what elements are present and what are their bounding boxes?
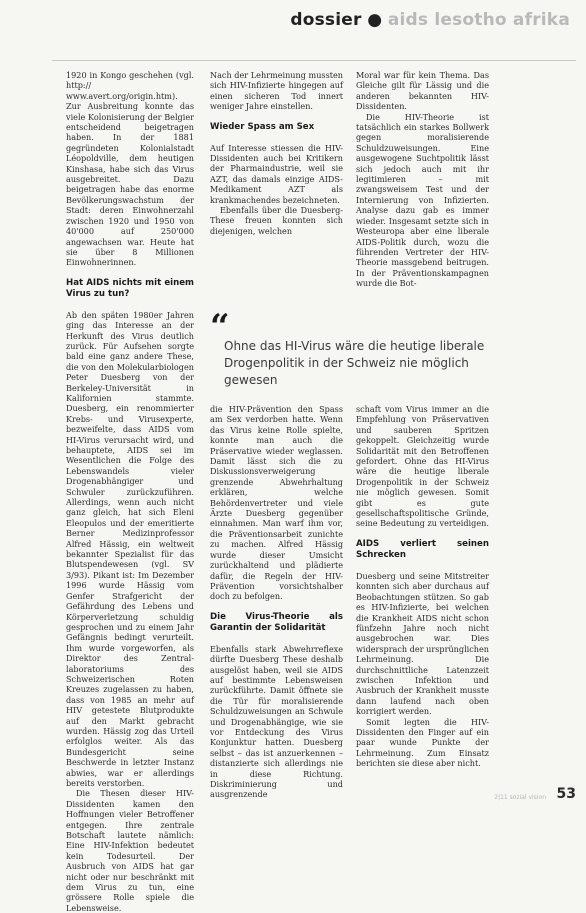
column-1 [66,70,194,913]
paragraph: Ebenfalls stark Abwehrreflexe dürfte Duesberg These deshalb ausgelöst haben, weil sie AIDS auf bestimmte Lebensweisen zurückführte. Damit öffnete sie die Tür für moralisierende Schuldzuweisungen an Schwule und Drogenabhängige, wie sie vor Entdeckung des Virus Konjunktur hatten. Duesberg selbst – das ist anzuerkennen – distanzierte sich allerdings nie in diese Richtung. Diskriminierung und ausgrenzende [210,643,343,800]
column-2-bottom [210,404,343,804]
paragraph: Die HIV-Theorie ist tatsächlich ein starkes Bollwerk gegen moralisierende Schuldzuweisungen. Eine ausgewogene Suchtpolitik lässt sich jedoch auch mit ihr legitimieren – mit zwangsweisem Test und der Internierung von Infizierten. Analyse dazu gab es immer wieder. Insgesamt setzte sich in Westeuropa aber eine liberale AIDS-Politik durch, wozu die führenden Vertreter der HIV-Theorie massgebend beitrugen. In der Präventionskampagnen wurde die Bot- [356,111,489,289]
paragraph: Die Thesen dieser HIV-Dissidenten kamen den Hoffnungen vieler Betroffener entgegen. Ihre zentrale Botschaft lautete nämlich: Eine HIV-Infektion bedeutet kein Todesurteil. Der Ausbruch von AIDS hat gar nicht oder nur beschränkt mit dem Virus zu tun, eine grössere Rolle spiele die Lebensweise. [66,788,194,913]
column-3-top [356,70,489,289]
page-header [0,10,586,38]
paragraph: Duesberg und seine Mitstreiter konnten sich aber durchaus auf Beobachtungen stützen. So gab es HIV-Infizierte, bei welchen die Krankheit AIDS nicht schon fünfzehn Jahre noch nicht ausgebrochen war. Dies widersprach der ursprünglichen Lehrmeinung. Die durchschnittliche Latenzzeit zwischen Infektion und Ausbruch der Krankheit musste dann laufend nach oben korrigiert werden. [356,570,489,717]
paragraph: Moral war für kein Thema. Das Gleiche gilt für Lässig und die anderen bekannten HIV-Dissidenten. [356,70,489,112]
quote-mark-icon: “ [210,307,230,347]
section-heading [290,10,570,30]
paragraph: Auf Interesse stiessen die HIV-Dissidenten auch bei Kritikern der Pharmaindustrie, weil sie AZT, das damals einzige AIDS-Medikament AZT als krankmachendes bezeichneten. [210,142,343,205]
column-2-top [210,70,343,250]
pull-quote-text: Ohne das HI-Virus wäre die heutige liberale Drogenpolitik in der Schweiz nie möglich gewesen [224,339,485,387]
paragraph: Ebenfalls über die Duesberg-These freuen konnten sich diejenigen, welchen [210,205,343,236]
page-number: 53 [556,786,576,802]
subheading: Wieder Spass am Sex [210,121,315,132]
section-topics: aids lesotho afrika [387,10,570,30]
paragraph: Somit legten die HIV-Dissidenten den Finger auf ein paar wunde Punkte der Lehrmeinung. Zum Einsatz berichten sie diese aber nicht. [356,716,489,769]
subheading: Hat AIDS nichts mit einem Virus zu tun? [66,277,194,299]
column-3-bottom [356,404,489,804]
footer-publication: 2|11 sozial vision [494,794,546,801]
subheading: Die Virus-Theorie als Garantin der Solidarität [210,611,343,633]
bullet-icon: ● [367,10,383,30]
paragraph: schaft vom Virus immer an die Empfehlung von Präservativen und sauberen Spritzen gekoppelt. Gleichzeitig wurde Solidarität mit den Betroffenen gefordert. Ohne das HI-Virus wäre die heutige liberale Drogenpolitik in der Schweiz nie möglich gewesen. Somit gibt es gute gesellschaftspolitische Gründe, seine Bedeutung zu verteidigen. [356,404,489,529]
paragraph: Nach der Lehrmeinung mussten sich HIV-Infizierte hingegen auf einen sicheren Tod innert weniger Jahre einstellen. [210,70,343,112]
header-rule [52,60,576,61]
pull-quote [210,307,510,387]
paragraph: 1920 in Kongo geschehen (vgl. http:// www.avert.org/origin.htm). Zur Ausbreitung konnte das viele Kolonisierung der Belgier entscheidend beigetragen haben. In der 1881 gegründeten Kolonialstadt Léopoldville, dem heutigen Kinshasa, habe sich das Virus ausgebreitet. Dazu beigetragen habe das enorme Bevölkerungswachstum der Stadt: deren Einwohnerzahl zwischen 1920 und 1950 von 40'000 auf 250'000 angewachsen war. Heute hat sie über 8 Millionen Einwohnerinnen. [66,70,194,268]
subheading: AIDS verliert seinen Schrecken [356,538,489,560]
paragraph: Ab den späten 1980er Jahren ging das Interesse an der Herkunft des Virus deutlich zurück. Für Aufsehen sorgte bald eine ganz andere These, die von den Molekularbiologen Peter Duesberg von der Berkeley-Universität in Kalifornien stammte. Duesberg, ein renommierter Krebs- und Virusexperte, bezweifelte, dass AIDS vom HI-Virus verursacht wird, und behauptete, AIDS sei im Wesentlichen die Folge des Lebenswandels vieler Drogenabhängiger und Schwuler zurückzuführen. Allerdings, wenn auch nicht ganz gleich, hat sich Eleni Eleopulos und der emeritierte Berner Medizinprofessor Alfred Hässig, ein weltweit bekannter Spezialist für das Blutspendewesen (vgl. SV 3/93). Pikant ist: Im Dezember 1996 wurde Hässig vom Genfer Strafgericht der Gefährdung des Lebens und Körperverletzung schuldig gesprochen und zu einem Jahr Gefängnis bedingt verurteilt. Ihm wurde vorgeworfen, als Direktor des Zentral-laboratoriums des Schweizerischen Roten Kreuzes zugelassen zu haben, dass von 1985 an mehr auf HIV getestete Blutprodukte auf den Markt gebracht wurden. Hässig zog das Urteil erfolglos weiter. Als das Bundesgericht seine Beschwerde in letzter Instanz abwies, war er allerdings bereits verstorben. [66,309,194,788]
section-label: dossier [290,10,362,30]
paragraph: die HIV-Prävention den Spass am Sex verdorben hatte. Wenn das Virus keine Rolle spielte, konnte man auch die Präservative wieder weglassen. Damit lässt sich die zu Diskussionsverweigerung grenzende Abwehrhaltung erklären, welche Behördenvertreter und viele Ärzte Duesberg gegenüber einnahmen. Man warf ihm vor, die Präventionsarbeit zunichte zu machen. Alfred Hässig wurde dieser Umsicht zurückhaltend und plädierte dafür, die Regeln der HIV-Prävention vorsichtshalber doch zu befolgen. [210,404,343,602]
